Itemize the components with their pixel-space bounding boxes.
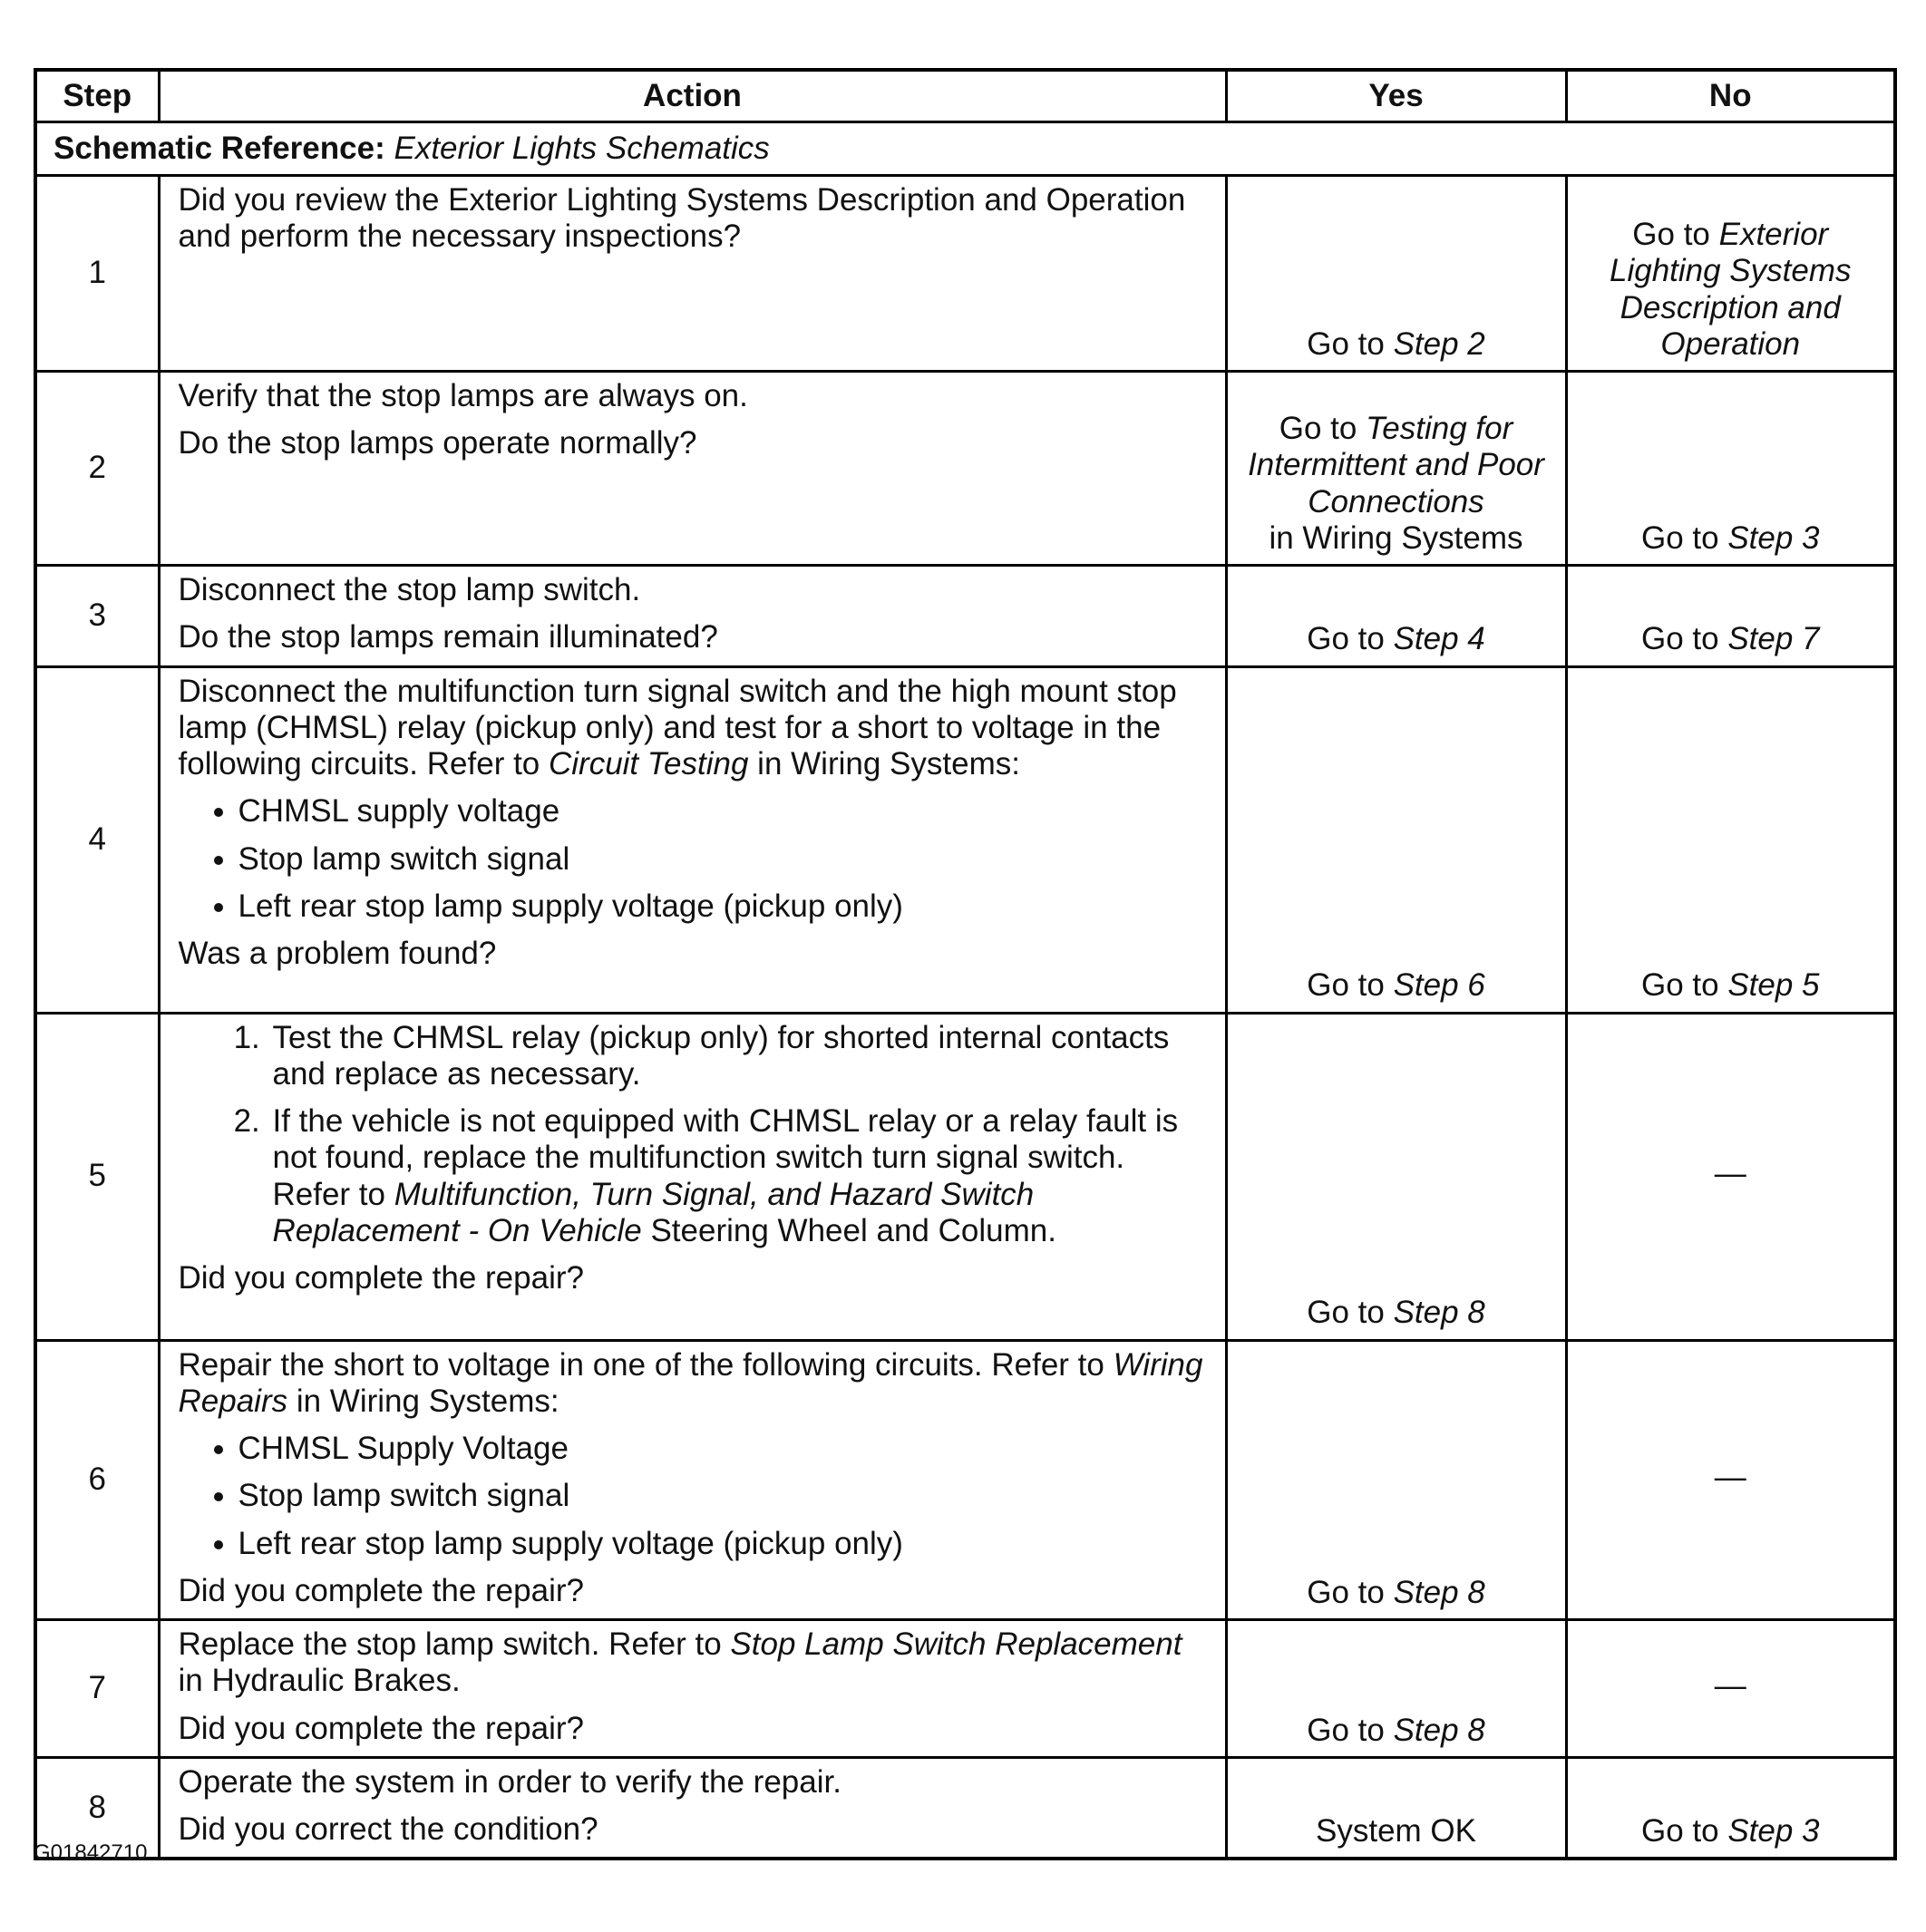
- schematic-link: Exterior Lights Schematics: [394, 130, 770, 166]
- item-text-end: Steering Wheel and Column.: [641, 1212, 1056, 1248]
- header-row: [35, 70, 1895, 122]
- schematic-reference: [35, 122, 1895, 176]
- action-text: Verify that the stop lamps are always on.: [178, 378, 748, 413]
- no-link: Step 5: [1727, 967, 1820, 1004]
- yes-cell: [1226, 566, 1566, 667]
- action-text: [179, 674, 1209, 783]
- yes-prefix: Go to: [1307, 967, 1394, 1004]
- yes-prefix: Go to: [1307, 1712, 1394, 1748]
- header-action: Action: [159, 70, 1226, 122]
- action-cell: [159, 566, 1226, 667]
- item-text-start: If the vehicle is not equipped with CHMSL relay or a relay fault is not found, replace the multifunction switch turn signal switch. Refer to: [272, 1103, 1179, 1212]
- action-text: [179, 1626, 1209, 1700]
- no-cell: [1566, 372, 1895, 566]
- yes-link: Testing for Intermittent and Poor Connections: [1248, 411, 1544, 519]
- action-text-start: Replace the stop lamp switch. Refer to: [178, 1626, 731, 1662]
- step-number: 3: [35, 566, 159, 667]
- no-cell: [1566, 1757, 1895, 1859]
- yes-prefix: Go to: [1307, 621, 1394, 657]
- circuit-list: [179, 793, 1209, 925]
- action-text: Did you review the Exterior Lighting Systems Description and Operation and perform the necessary inspections?: [178, 182, 1186, 255]
- action-link: Circuit Testing: [548, 746, 749, 782]
- yes-link: Step 8: [1393, 1574, 1485, 1610]
- yes-cell: [1226, 1340, 1566, 1620]
- step-number: 4: [35, 666, 159, 1013]
- figure-caption: G01842710: [34, 1840, 148, 1865]
- table-row: [35, 1013, 1895, 1340]
- item-link: Multifunction, Turn Signal, and Hazard Switch Replacement - On Vehicle: [272, 1176, 1035, 1248]
- action-text-end: in Wiring Systems:: [748, 746, 1020, 782]
- table-row: [35, 1340, 1895, 1620]
- yes-link: Step 8: [1393, 1295, 1485, 1331]
- header-step: Step: [35, 70, 159, 122]
- action-link: Stop Lamp Switch Replacement: [730, 1626, 1182, 1662]
- yes-cell: [1226, 372, 1566, 566]
- action-cell: [159, 1013, 1226, 1340]
- action-text-start: Repair the short to voltage in one of the following circuits. Refer to: [178, 1346, 1114, 1383]
- list-item: • Stop lamp switch signal: [238, 841, 1209, 878]
- action-question: Do the stop lamps remain illuminated?: [178, 619, 718, 655]
- yes-cell: [1226, 1620, 1566, 1758]
- action-cell: [159, 1757, 1226, 1859]
- action-text: Operate the system in order to verify the repair.: [178, 1763, 841, 1800]
- step-number: 6: [35, 1340, 159, 1620]
- table-row: [35, 372, 1895, 566]
- no-cell: —: [1566, 1340, 1895, 1620]
- list-item: • Left rear stop lamp supply voltage (pickup only): [238, 888, 1209, 925]
- action-text-end: in Wiring Systems:: [287, 1383, 559, 1419]
- yes-suffix: in Wiring Systems: [1269, 519, 1523, 556]
- yes-prefix: Go to: [1307, 1295, 1394, 1331]
- action-text-end: in Hydraulic Brakes.: [178, 1663, 461, 1699]
- table-row: [35, 666, 1895, 1013]
- table-row: [35, 1620, 1895, 1758]
- no-prefix: Go to: [1640, 621, 1728, 657]
- yes-link: Step 8: [1393, 1712, 1485, 1748]
- action-question: Did you complete the repair?: [178, 1710, 584, 1746]
- repair-steps-list: [179, 1020, 1209, 1250]
- action-text-start: Disconnect the multifunction turn signal switch and the high mount stop lamp (CHMSL) relay (pickup only) and test for a short to voltage in the following circuits. Refer to: [178, 673, 1177, 782]
- step-number: 2: [35, 372, 159, 566]
- header-no: No: [1566, 70, 1895, 122]
- action-question: Did you correct the condition?: [178, 1811, 598, 1847]
- schematic-label: Schematic Reference:: [54, 130, 385, 166]
- no-link: Step 3: [1727, 1813, 1820, 1849]
- yes-prefix: Go to: [1279, 411, 1367, 446]
- yes-cell: [1226, 666, 1566, 1013]
- action-question: Did you complete the repair?: [178, 1572, 584, 1608]
- action-question: Did you complete the repair?: [178, 1260, 584, 1296]
- no-link: Exterior Lighting Systems Description and Operation: [1609, 217, 1852, 362]
- diagnostic-table-wrapper: [34, 68, 1893, 1860]
- action-cell: [159, 1620, 1226, 1758]
- yes-prefix: Go to: [1307, 325, 1394, 362]
- list-item: [269, 1103, 1209, 1249]
- schematic-row: [35, 122, 1895, 176]
- no-link: Step 7: [1727, 621, 1820, 657]
- no-prefix: Go to: [1640, 1813, 1728, 1849]
- table-row: [35, 566, 1895, 667]
- yes-prefix: Go to: [1307, 1574, 1394, 1610]
- list-item: 1. Test the CHMSL relay (pickup only) for shorted internal contacts and replace as necessary.: [269, 1020, 1209, 1093]
- no-cell: —: [1566, 1620, 1895, 1758]
- action-text: [179, 1347, 1209, 1421]
- action-text: Disconnect the stop lamp switch.: [178, 572, 641, 607]
- no-prefix: Go to: [1640, 519, 1728, 556]
- list-item: • Stop lamp switch signal: [238, 1478, 1209, 1514]
- list-item: • CHMSL supply voltage: [238, 793, 1209, 830]
- no-link: Step 3: [1727, 519, 1820, 556]
- yes-cell: [1226, 176, 1566, 372]
- list-item: • Left rear stop lamp supply voltage (pickup only): [238, 1526, 1209, 1562]
- no-cell: [1566, 176, 1895, 372]
- action-question: Do the stop lamps operate normally?: [178, 425, 697, 461]
- action-question: Was a problem found?: [178, 936, 497, 971]
- action-cell: [159, 372, 1226, 566]
- no-cell: [1566, 666, 1895, 1013]
- no-prefix: Go to: [1640, 967, 1728, 1004]
- no-cell: [1566, 566, 1895, 667]
- action-cell: [159, 666, 1226, 1013]
- no-cell: —: [1566, 1013, 1895, 1340]
- circuit-list: [179, 1431, 1209, 1562]
- header-yes: Yes: [1226, 70, 1566, 122]
- step-number: 7: [35, 1620, 159, 1758]
- yes-link: Step 2: [1393, 325, 1485, 362]
- list-item: • CHMSL Supply Voltage: [238, 1431, 1209, 1467]
- yes-link: Step 4: [1393, 621, 1485, 657]
- step-number: 5: [35, 1013, 159, 1340]
- yes-link: Step 6: [1393, 967, 1485, 1004]
- table-row: [35, 1757, 1895, 1859]
- action-link: Wiring Repairs: [178, 1346, 1203, 1419]
- no-prefix: Go to: [1632, 217, 1719, 252]
- yes-cell: [1226, 1013, 1566, 1340]
- table-row: [35, 176, 1895, 372]
- action-cell: [159, 1340, 1226, 1620]
- yes-cell: System OK: [1226, 1757, 1566, 1859]
- action-cell: [159, 176, 1226, 372]
- step-number: 8: [35, 1757, 159, 1859]
- diagnostic-table: [34, 68, 1897, 1860]
- step-number: 1: [35, 176, 159, 372]
